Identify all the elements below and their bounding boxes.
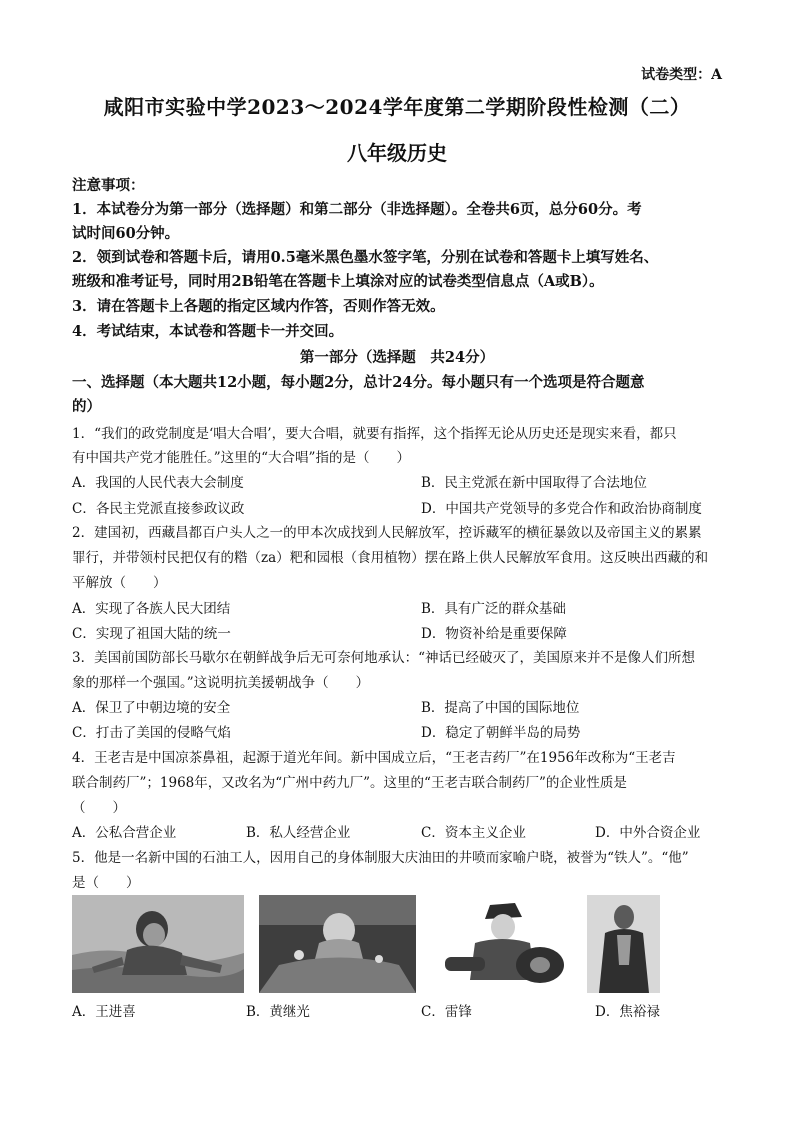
q1-option-b: B．民主党派在新中国取得了合法地位 [421, 475, 647, 491]
part1-heading: 第一部分（选择题 共24分） [299, 349, 495, 366]
question-3-text: 3．美国前国防部长马歇尔在朝鲜战争后无可奈何地承认：“神话已经破灭了，美国原来并不是像人们所想 [72, 650, 695, 666]
q5-option-c: C．雷锋 [421, 1004, 472, 1020]
question-4-text: （ ） [72, 800, 126, 816]
q2-option-c: C．实现了祖国大陆的统一 [72, 626, 231, 642]
section-instructions: 一、选择题（本大题共12小题，每小题2分，总计24分。每小题只有一个选项是符合题意 [72, 374, 645, 391]
notice-heading: 注意事项： [72, 177, 145, 194]
q2-option-d: D．物资补给是重要保障 [421, 626, 567, 642]
photo-d-man-standing [587, 895, 660, 993]
q3-option-c: C．打击了美国的侵略气焰 [72, 725, 231, 741]
notice-line: 试时间60分钟。 [72, 225, 180, 242]
question-2-text: 2．建国初，西藏昌都百户头人之一的甲本次成找到人民解放军，控诉藏军的横征暴敛以及帝国主义的累累 [72, 525, 702, 541]
q1-option-c: C．各民主党派直接参政议政 [72, 501, 245, 517]
q1-option-a: A．我国的人民代表大会制度 [72, 475, 244, 491]
notice-line: 4．考试结束，本试卷和答题卡一并交回。 [72, 323, 344, 340]
question-2-text: 平解放（ ） [72, 575, 167, 591]
question-1-text: 有中国共产党才能胜任。”这里的“大合唱”指的是（ ） [72, 450, 410, 466]
paper-type-label: 试卷类型：A [641, 67, 722, 83]
q2-option-b: B．具有广泛的群众基础 [421, 601, 566, 617]
exam-title: 咸阳市实验中学2023～2024学年度第二学期阶段性检测（二） [103, 95, 691, 119]
q4-option-b: B．私人经营企业 [246, 825, 351, 841]
photo-c-soldier-with-truck [430, 895, 572, 993]
q5-option-b: B．黄继光 [246, 1004, 310, 1020]
photo-b-soldier [259, 895, 416, 993]
q3-option-b: B．提高了中国的国际地位 [421, 700, 580, 716]
q4-option-d: D．中外合资企业 [595, 825, 701, 841]
q3-option-a: A．保卫了中朝边境的安全 [72, 700, 231, 716]
notice-line: 2．领到试卷和答题卡后，请用0.5毫米黑色墨水签字笔，分别在试卷和答题卡上填写姓名、 [72, 249, 659, 266]
q3-option-d: D．稳定了朝鲜半岛的局势 [421, 725, 581, 741]
question-5-text: 是（ ） [72, 875, 140, 891]
q2-option-a: A．实现了各族人民大团结 [72, 601, 231, 617]
notice-line: 3．请在答题卡上各题的指定区域内作答，否则作答无效。 [72, 298, 445, 315]
q1-option-d: D．中国共产党领导的多党合作和政治协商制度 [421, 501, 702, 517]
q5-option-d: D．焦裕禄 [595, 1004, 660, 1020]
question-1-text: 1．“我们的政党制度是‘唱大合唱’，要大合唱，就要有指挥，这个指挥无论从历史还是现实来看，都只 [72, 426, 677, 442]
question-3-text: 象的那样一个强国。”这说明抗美援朝战争（ ） [72, 675, 370, 691]
notice-line: 班级和准考证号，同时用2B铅笔在答题卡上填涂对应的试卷类型信息点（A或B）。 [72, 273, 604, 290]
question-5-text: 5．他是一名新中国的石油工人，因用自己的身体制服大庆油田的井喷而家喻户晓，被誉为“铁人”。“他” [72, 850, 689, 866]
q5-option-a: A．王进喜 [72, 1004, 136, 1020]
question-4-text: 联合制药厂”；1968年，又改名为“广州中药九厂”。这里的“王老吉联合制药厂”的企业性质是 [72, 775, 627, 791]
exam-subtitle: 八年级历史 [347, 141, 447, 165]
notice-line: 1．本试卷分为第一部分（选择题）和第二部分（非选择题）。全卷共6页，总分60分。考 [72, 201, 642, 218]
q4-option-a: A．公私合营企业 [72, 825, 177, 841]
question-4-text: 4．王老吉是中国凉茶鼻祖，起源于道光年间。新中国成立后，“王老吉药厂”在1956年改称为“王老吉 [72, 750, 676, 766]
photo-a-worker-in-mud [72, 895, 244, 993]
section-instructions: 的） [72, 398, 101, 415]
question-2-text: 罪行，并带领村民把仅有的糌（za）粑和园根（食用植物）摆在路上供人民解放军食用。这反映出西藏的和 [72, 550, 709, 566]
q4-option-c: C．资本主义企业 [421, 825, 526, 841]
